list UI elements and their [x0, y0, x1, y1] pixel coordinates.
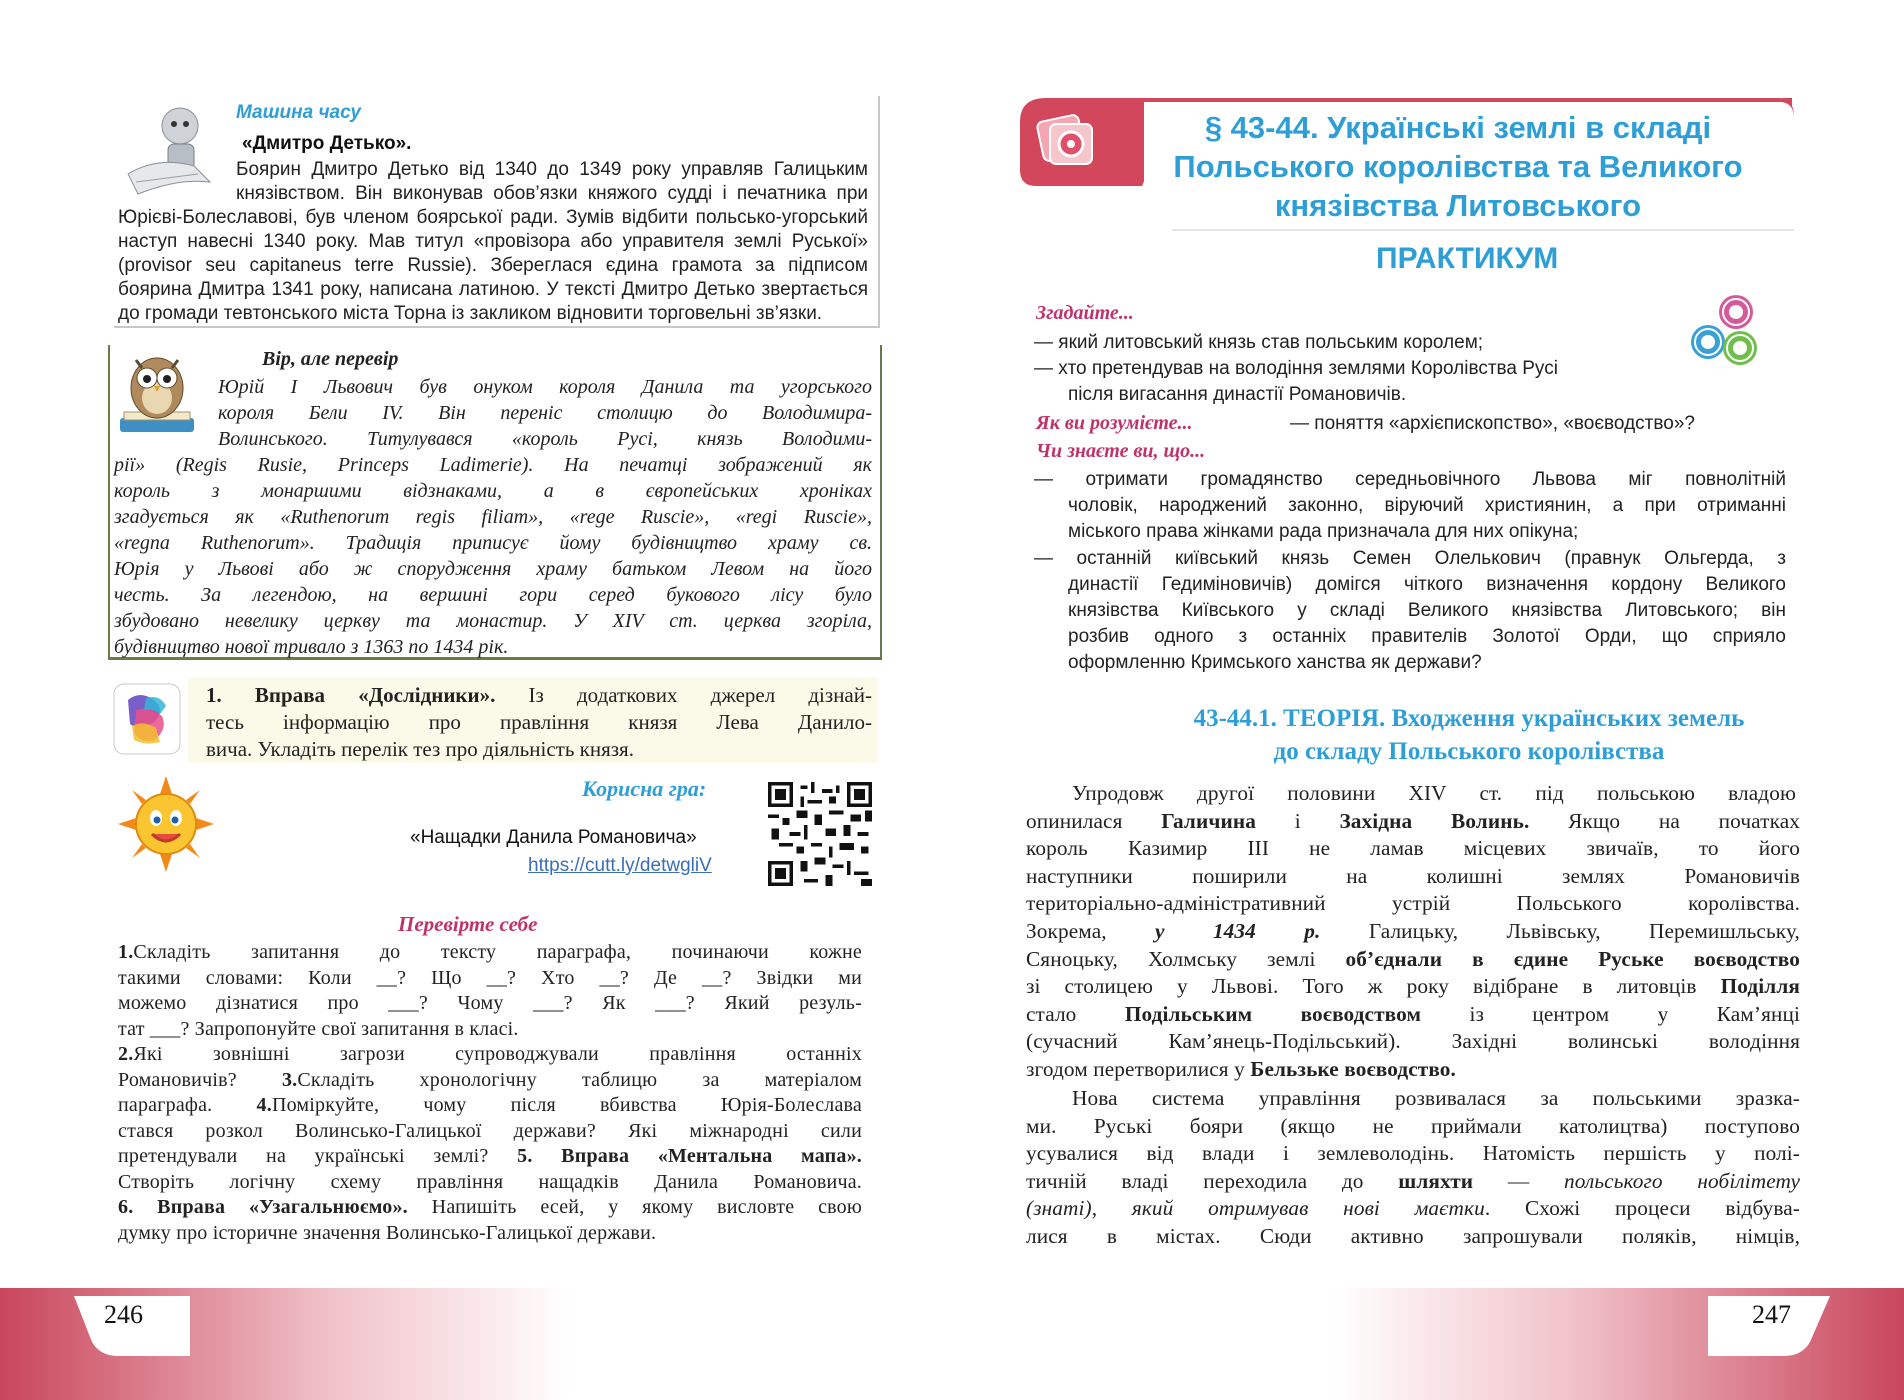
recall-line: — хто претендував на володіння землями Королівства Русі: [1034, 358, 1558, 379]
body-term: Західна Волинь.: [1339, 808, 1530, 833]
check-yourself-heading: Перевірте себе: [398, 912, 538, 936]
question-number: 1.: [118, 941, 134, 963]
body-line: усувалися від влади і землеволодінь. Натомість першість у полі-: [1026, 1141, 1800, 1166]
question-line: думку про історичне значення Волинсько-Галицької держави.: [118, 1221, 657, 1244]
body-line: ми. Руські бояри (якщо не приймали католицтва) поступово: [1026, 1113, 1800, 1138]
text-line: Боярин Дмитро Детько від 1340 до 1349 року управляв Галицьким: [236, 159, 868, 180]
question-text: Поміркуйте, чому після вбивства Юрія-Болеслава: [271, 1094, 863, 1116]
theory-heading-line: 43-44.1. ТЕОРІЯ. Входження українських земель: [1193, 705, 1745, 732]
question-text: Романовичів?: [118, 1068, 282, 1091]
body-line: [1026, 1195, 1800, 1223]
know-line: чоловік, народжений законно, віруючий християнин, а при отриманні: [1068, 495, 1786, 516]
body-line: Упродовж другої половини XIV ст. під польською владою: [1072, 781, 1796, 805]
text-line: честь. За легендою, на вершині гори серед букового лісу було: [114, 584, 872, 606]
body-line: [1026, 808, 1800, 836]
body-term: об’єднали в єдине Руське воєводство: [1345, 946, 1800, 971]
chapter-icon: [1034, 110, 1098, 174]
robot-icon: [118, 104, 228, 204]
exercise-line: [206, 682, 872, 709]
chapter-title: [1102, 108, 1814, 225]
body-text: зі столицею у Львові. Того ж року відібране в литовців: [1026, 974, 1721, 999]
exercise-title: 1. Вправа «Дослідники».: [206, 683, 496, 707]
body-emphasis: польського нобілітету: [1564, 1168, 1800, 1193]
text-line: король з монаршими відзнаками, а в європейських хроніках: [114, 480, 872, 502]
exercise-line: тесь інформацію про правління князя Лева Данило-: [206, 710, 872, 734]
game-link[interactable]: https://cutt.ly/detwgliV: [528, 855, 712, 876]
body-line: [1026, 1168, 1800, 1196]
puzzle-icon: [110, 680, 184, 758]
game-name: «Нащадки Данила Романовича»: [410, 827, 697, 848]
know-line: оформленню Кримського ханства як держави?: [1068, 652, 1482, 673]
body-line: територіально-адміністративний устрій Польського королівства.: [1026, 891, 1800, 916]
body-text: опинилася: [1026, 808, 1162, 833]
body-text: . Схожі процеси відбува-: [1484, 1196, 1800, 1221]
know-heading: Чи знаєте ви, що...: [1036, 440, 1206, 462]
recall-line: після вигасання династії Романовичів.: [1068, 384, 1407, 405]
recall-line: — який литовський князь став польським королем;: [1034, 332, 1484, 353]
text-line: «regna Ruthenorum». Традиція приписує йому будівництво храму св.: [114, 532, 872, 554]
question-line: [118, 1195, 862, 1221]
understand-heading: Як ви розумієте...: [1036, 412, 1193, 434]
praktykum-heading: ПРАКТИКУМ: [1376, 242, 1559, 275]
text-line: короля Бели IV. Він переніс столицю до Володимира-: [218, 402, 872, 424]
body-text: —: [1473, 1168, 1565, 1193]
text-line: рії» (Regis Rusie, Princeps Ladimerie). На печатці зображений як: [114, 454, 872, 476]
question-line: Створіть логічну схему правління нащадків Данила Романовича.: [118, 1170, 862, 1193]
gears-icon: [1686, 290, 1768, 374]
body-line: наступники поширили на колишні землях Романовичів: [1026, 863, 1800, 888]
question-number: 2.: [118, 1043, 134, 1065]
understand-text: — поняття «архієпископство», «воєводство»?: [1290, 413, 1695, 434]
body-text: Зокрема,: [1026, 919, 1156, 943]
body-line: Нова система управління розвивалася за польськими зразка-: [1072, 1086, 1800, 1110]
body-date: у 1434 р.: [1155, 919, 1321, 943]
question-line: [118, 940, 862, 966]
text-line: (provisor seu capitaneus terre Russie). Збереглася єдина грамота за підписом: [118, 255, 868, 276]
question-line: [118, 1042, 862, 1068]
question-line: можемо дізнатися про ___? Чому ___? Як ___? Який резуль-: [118, 992, 862, 1014]
body-term: Поділля: [1720, 974, 1800, 999]
chapter-title-line: князівства Литовського: [1274, 188, 1642, 223]
recall-heading: Згадайте...: [1036, 302, 1134, 324]
chapter-title-line: § 43-44. Українські землі в складі: [1204, 110, 1712, 145]
text-line: боярина Дмитра 1341 року, написана латиною. У тексті Дмитро Детько звертається: [118, 279, 868, 300]
page-number: 247: [1752, 1300, 1791, 1329]
know-line: династії Гедиміновичів) домігся чіткого визначення кордону Великого: [1068, 574, 1786, 595]
body-text: Галицьку, Львівську, Перемишльську,: [1320, 919, 1800, 943]
question-text: Складіть хронологічну таблицю за матеріалом: [297, 1068, 862, 1091]
qr-code[interactable]: [768, 782, 872, 886]
text-line: Юрія у Львові або ж спорудження храму батьком Левом на його: [114, 558, 872, 580]
question-number: 6. Вправа «Узагальнюємо».: [118, 1196, 408, 1218]
check-fact-heading: Вір, але перевір: [262, 348, 399, 370]
sun-icon: [118, 776, 214, 872]
body-line: (сучасний Кам’янець-Подільський). Західні волинські володіння: [1026, 1029, 1800, 1054]
question-number: 5. Вправа «Ментальна мапа».: [517, 1145, 862, 1167]
know-line: міського права жінками рада призначала для них опікуна;: [1068, 521, 1579, 542]
time-machine-text-indented: [236, 158, 868, 206]
know-line: розбив одного з останніх правителів Золотої Орди, що сприяло: [1068, 626, 1786, 647]
time-machine-name: «Дмитро Детько».: [242, 133, 412, 154]
body-text: Сяноцьку, Холмську землі: [1026, 946, 1346, 971]
body-text: і: [1255, 808, 1340, 833]
text-line: згадується як «Ruthenorum regis filiam», «rege Ruscie», «regi Ruscie»,: [114, 506, 872, 528]
text-line: збудовано невелику церкву та монастир. У XIV ст. церква згоріла,: [114, 610, 872, 632]
question-number: 3.: [281, 1068, 298, 1091]
question-text: параграфа.: [118, 1094, 257, 1116]
exercise-text: Із додаткових джерел дізнай-: [495, 683, 872, 707]
body-text: із центром у Кам’янці: [1421, 1001, 1800, 1026]
body-line: [1026, 918, 1800, 946]
text-line: Волинського. Титулувався «король Русі, князь Володими-: [218, 428, 872, 450]
text-line: Юрієві-Болеславові, був членом боярської ради. Зумів відбити польсько-угорський: [118, 207, 868, 228]
text-line: до громади тевтонського міста Торна із закликом відновити торговельні зв’язки.: [118, 303, 823, 324]
owl-icon: [112, 348, 202, 440]
question-line: [118, 1144, 862, 1170]
question-line: тат ___? Запропонуйте свої запитання в класі.: [118, 1017, 519, 1040]
time-machine-heading: Машина часу: [236, 102, 361, 123]
know-line: — останній київський князь Семен Олелькович (правнук Ольгерда, з: [1034, 548, 1786, 569]
body-term: Галичина: [1161, 808, 1256, 833]
body-text: згодом перетворилися у: [1026, 1057, 1251, 1081]
question-text: Складіть запитання до тексту параграфа, починаючи кожне: [133, 941, 862, 963]
text-line: Юрій І Львович був онуком короля Данила та угорського: [218, 376, 872, 398]
body-line: [1026, 1001, 1800, 1029]
body-text: Якщо на початках: [1529, 808, 1800, 833]
question-text: Які зовнішні загрози супроводжували правління останніх: [133, 1043, 862, 1065]
question-line: [118, 1068, 862, 1094]
chapter-title-line: Польського королівства та Великого: [1173, 149, 1743, 184]
text-line: наступ навесні 1340 року. Мав титул «провізора або управителя землі Руської»: [118, 231, 868, 252]
theory-heading: [1024, 702, 1904, 768]
time-machine-text: [118, 206, 868, 326]
page-number: 246: [104, 1300, 143, 1329]
question-line: такими словами: Коли __? Що __? Хто __? Де __? Звідки ми: [118, 966, 862, 989]
text-line: князівством. Він виконував обов’язки княжого судді і печатника при: [236, 183, 868, 204]
question-text: претендували на українські землі?: [118, 1145, 518, 1167]
body-line: [1026, 946, 1800, 974]
question-line: [118, 1093, 862, 1119]
question-text: Напишіть есей, у якому висловте свою: [407, 1196, 862, 1218]
body-term: Бельзьке воєводство.: [1250, 1057, 1456, 1081]
exercise-line: вича. Укладіть перелік тез про діяльність князя.: [206, 737, 634, 761]
text-line: будівництво нової тривало з 1363 по 1434 рік.: [114, 636, 509, 658]
body-text: тичній владі переходила до: [1026, 1168, 1399, 1193]
question-number: 4.: [256, 1094, 272, 1116]
body-line: лися в містах. Сюди активно запрошували поляків, німців,: [1026, 1224, 1800, 1248]
body-line: [1026, 1056, 1800, 1084]
body-text: стало: [1026, 1001, 1125, 1026]
body-line: король Казимир III не ламав місцевих звичаїв, то його: [1026, 836, 1800, 861]
know-line: — отримати громадянство середньовічного Львова міг повнолітній: [1034, 469, 1786, 490]
body-line: [1026, 973, 1800, 1001]
theory-heading-line: до складу Польського королівства: [1273, 738, 1665, 765]
body-emphasis: (знаті), який отримував нові маєтки: [1026, 1196, 1485, 1221]
body-term: шляхти: [1398, 1168, 1474, 1193]
know-line: князівства Київського у складі Великого князівства Литовського; він: [1068, 600, 1786, 621]
body-term: Подільським воєводством: [1124, 1001, 1422, 1026]
game-heading: Корисна гра:: [582, 776, 707, 801]
question-line: стався розкол Волинсько-Галицької держави? Які міжнародні сили: [118, 1119, 862, 1142]
